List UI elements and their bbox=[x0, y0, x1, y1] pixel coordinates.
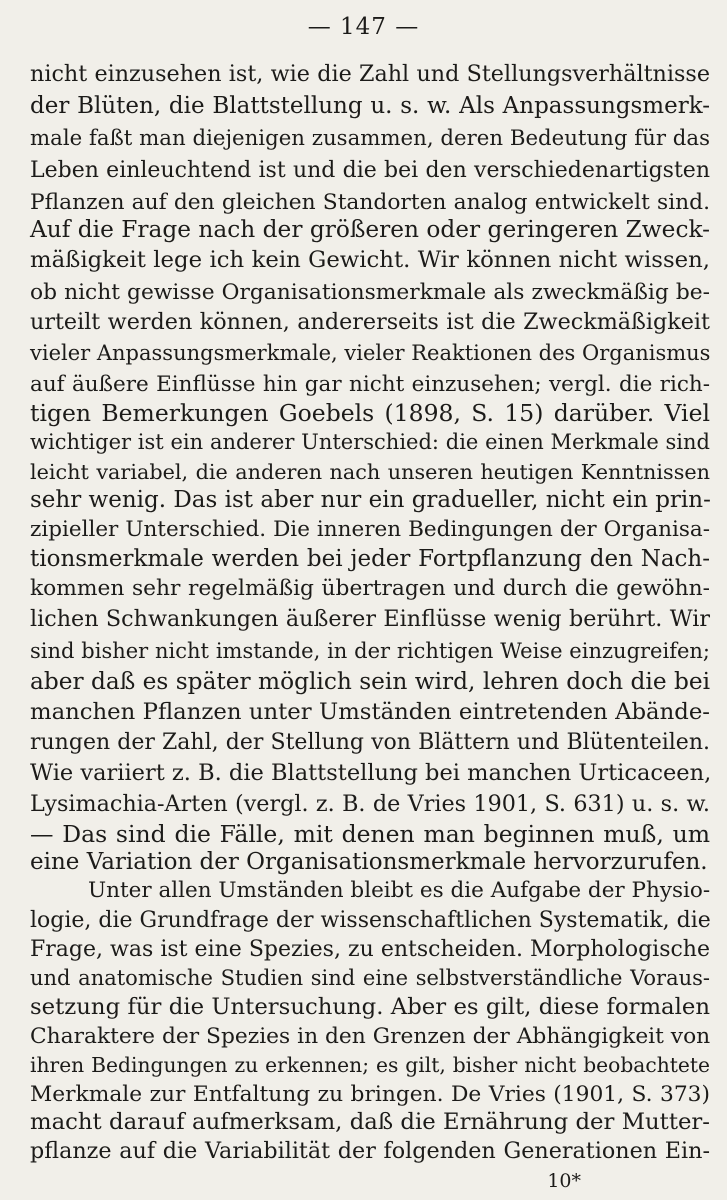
text-line: macht darauf aufmerksam, daß die Ernährung der Mutter- bbox=[30, 1109, 710, 1135]
text-line: eine Variation der Organisationsmerkmale hervorzurufen. bbox=[30, 849, 708, 875]
text-line: leicht variabel, die anderen nach unseren heutigen Kenntnissen bbox=[30, 460, 710, 484]
text-line: nicht einzusehen ist, wie die Zahl und Stellungsverhältnisse bbox=[30, 61, 710, 87]
text-line: aber daß es später möglich sein wird, lehren doch die bei bbox=[30, 668, 711, 695]
text-line: manchen Pflanzen unter Umständen eintretenden Abände- bbox=[30, 699, 710, 725]
text-line: zipieller Unterschied. Die inneren Bedingungen der Organisa- bbox=[30, 517, 710, 542]
text-line: und anatomische Studien sind eine selbstverständliche Voraus- bbox=[30, 966, 710, 990]
text-line: Auf die Frage nach der größeren oder geringeren Zweck- bbox=[30, 216, 710, 243]
text-line: sind bisher nicht imstande, in der richtigen Weise einzugreifen; bbox=[30, 639, 710, 663]
text-line: Unter allen Umständen bleibt es die Aufgabe der Physio- bbox=[88, 878, 711, 903]
text-line: tigen Bemerkungen Goebels (1898, S. 15) darüber. Viel bbox=[30, 399, 710, 427]
text-line: ob nicht gewisse Organisationsmerkmale als zweckmäßig be- bbox=[30, 280, 710, 305]
text-line: der Blüten, die Blattstellung u. s. w. Als Anpassungsmerk- bbox=[30, 93, 710, 119]
text-line: Pflanzen auf den gleichen Standorten analog entwickelt sind. bbox=[30, 190, 710, 215]
text-line: sehr wenig. Das ist aber nur ein gradueller, nicht ein prin- bbox=[30, 487, 711, 513]
signature-mark: 10* bbox=[547, 1170, 581, 1192]
text-line: ihren Bedingungen zu erkennen; es gilt, bisher nicht beobachtete bbox=[30, 1053, 710, 1077]
text-line: kommen sehr regelmäßig übertragen und durch die gewöhn- bbox=[30, 576, 710, 601]
text-line: mäßigkeit lege ich kein Gewicht. Wir können nicht wissen, bbox=[30, 247, 710, 273]
text-line: pflanze auf die Variabilität der folgenden Generationen Ein- bbox=[30, 1138, 710, 1164]
text-line: tionsmerkmale werden bei jeder Fortpflanzung den Nach- bbox=[30, 546, 710, 572]
page-number: — 147 — bbox=[307, 14, 420, 40]
text-line: Lysimachia-Arten (vergl. z. B. de Vries 1901, S. 631) u. s. w. bbox=[30, 791, 710, 817]
text-line: urteilt werden können, andererseits ist die Zweckmäßigkeit bbox=[30, 309, 710, 335]
text-line: Merkmale zur Entfaltung zu bringen. De Vries (1901, S. 373) bbox=[30, 1082, 710, 1107]
text-line: wichtiger ist ein anderer Unterschied: die einen Merkmale sind bbox=[30, 430, 710, 454]
text-line: Frage, was ist eine Spezies, zu entscheiden. Morphologische bbox=[30, 937, 710, 962]
text-line: male faßt man diejenigen zusammen, deren Bedeutung für das bbox=[30, 126, 710, 151]
text-line: — Das sind die Fälle, mit denen man beginnen muß, um bbox=[30, 820, 710, 848]
text-line: setzung für die Untersuchung. Aber es gilt, diese formalen bbox=[30, 994, 710, 1020]
text-line: logie, die Grundfrage der wissenschaftlichen Systematik, die bbox=[30, 908, 711, 933]
text-line: auf äußere Einflüsse hin gar nicht einzusehen; vergl. die rich- bbox=[30, 372, 710, 397]
text-line: vieler Anpassungsmerkmale, vieler Reaktionen des Organismus bbox=[30, 341, 711, 365]
text-line: Wie variiert z. B. die Blattstellung bei manchen Urticaceen, bbox=[30, 760, 712, 786]
text-line: Charaktere der Spezies in den Grenzen der Abhängigkeit von bbox=[30, 1024, 711, 1049]
text-line: lichen Schwankungen äußerer Einflüsse wenig berührt. Wir bbox=[30, 606, 710, 632]
text-line: rungen der Zahl, der Stellung von Blättern und Blütenteilen. bbox=[30, 730, 710, 755]
text-line: Leben einleuchtend ist und die bei den verschiedenartigsten bbox=[30, 158, 710, 183]
